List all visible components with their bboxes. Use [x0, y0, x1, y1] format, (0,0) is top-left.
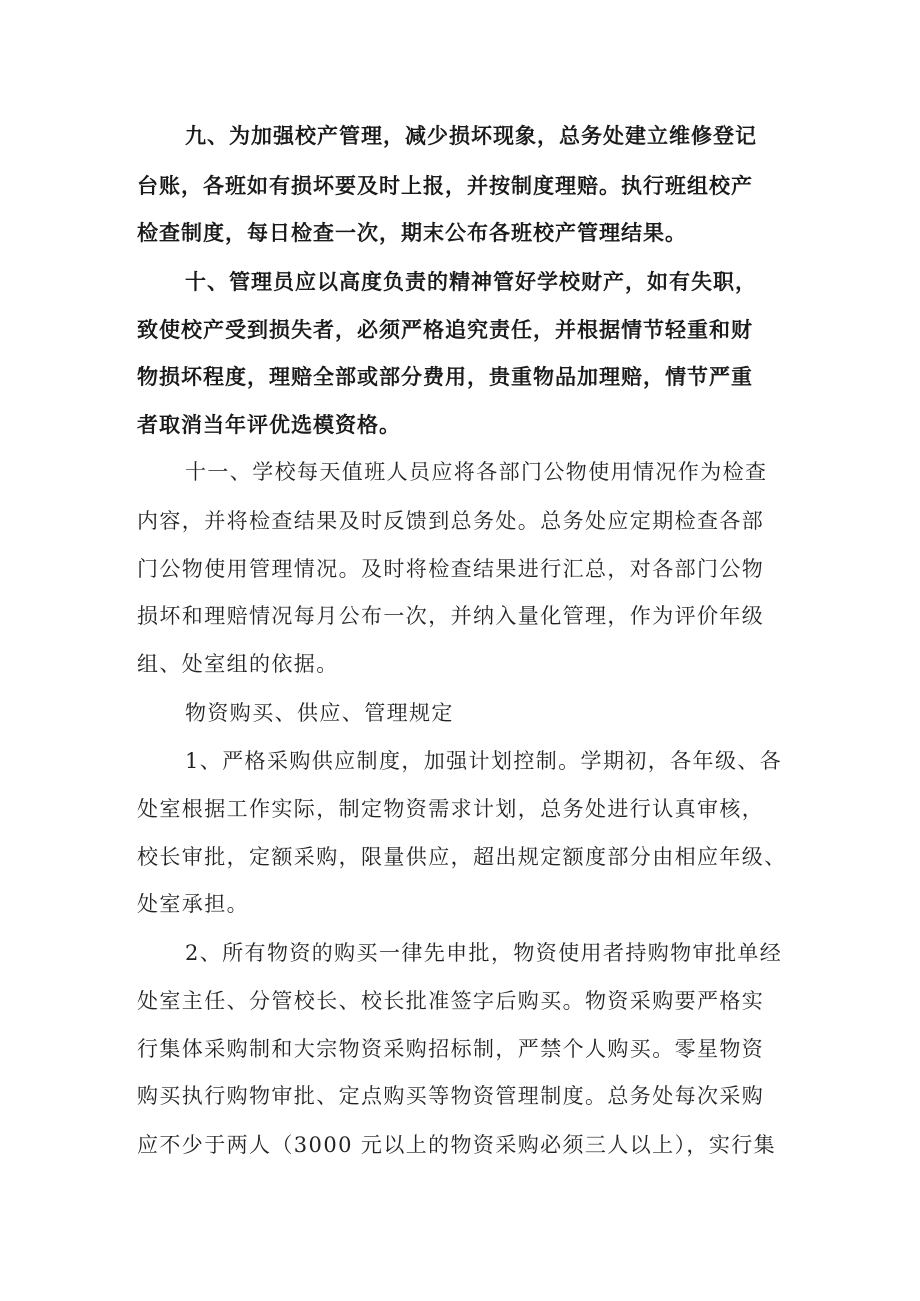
- item2-line: 处室主任、分管校长、校长批准签字后购买。物资采购要严格实: [137, 989, 765, 1013]
- item1-line: 1、严格采购供应制度，加强计划控制。学期初，各年级、各: [185, 749, 783, 773]
- section10-line: 者取消当年评优选模资格。: [137, 413, 401, 437]
- item1-line: 处室根据工作实际，制定物资需求计划，总务处进行认真审核，: [137, 797, 765, 821]
- item2-line: 购买执行购物审批、定点购买等物资管理制度。总务处每次采购: [137, 1084, 765, 1108]
- item2-line: 应不少于两人（3000 元以上的物资采购必须三人以上），实行集: [137, 1133, 777, 1157]
- section9-line: 检查制度，每日检查一次，期末公布各班校产管理结果。: [137, 221, 687, 245]
- section11-line: 十一、学校每天值班人员应将各部门公物使用情况作为检查: [185, 460, 768, 484]
- section11-line: 组、处室组的依据。: [137, 652, 339, 676]
- item1-line: 处室承担。: [137, 892, 249, 916]
- section11-line: 内容，并将检查结果及时反馈到总务处。总务处应定期检查各部: [137, 509, 765, 533]
- section-heading: 物资购买、供应、管理规定: [185, 701, 454, 725]
- item2-line: 行集体采购制和大宗物资采购招标制，严禁个人购买。零星物资: [137, 1037, 765, 1061]
- section9-line: 九、为加强校产管理，减少损坏现象，总务处建立维修登记: [185, 124, 757, 148]
- item2-line: 2、所有物资的购买一律先申批，物资使用者持购物审批单经: [185, 941, 783, 965]
- section11-line: 损坏和理赔情况每月公布一次，并纳入量化管理，作为评价年级: [137, 604, 765, 628]
- section11-line: 门公物使用管理情况。及时将检查结果进行汇总，对各部门公物: [137, 557, 765, 581]
- section10-line: 十、管理员应以高度负责的精神管好学校财产，如有失职，: [185, 270, 757, 294]
- section10-line: 物损坏程度，理赔全部或部分费用，贵重物品加理赔，情节严重: [137, 365, 753, 389]
- section10-line: 致使校产受到损失者，必须严格追究责任，并根据情节轻重和财: [137, 318, 753, 342]
- section9-line: 台账，各班如有损坏要及时上报，并按制度理赔。执行班组校产: [137, 174, 753, 198]
- item1-line: 校长审批，定额采购，限量供应，超出规定额度部分由相应年级、: [137, 845, 787, 869]
